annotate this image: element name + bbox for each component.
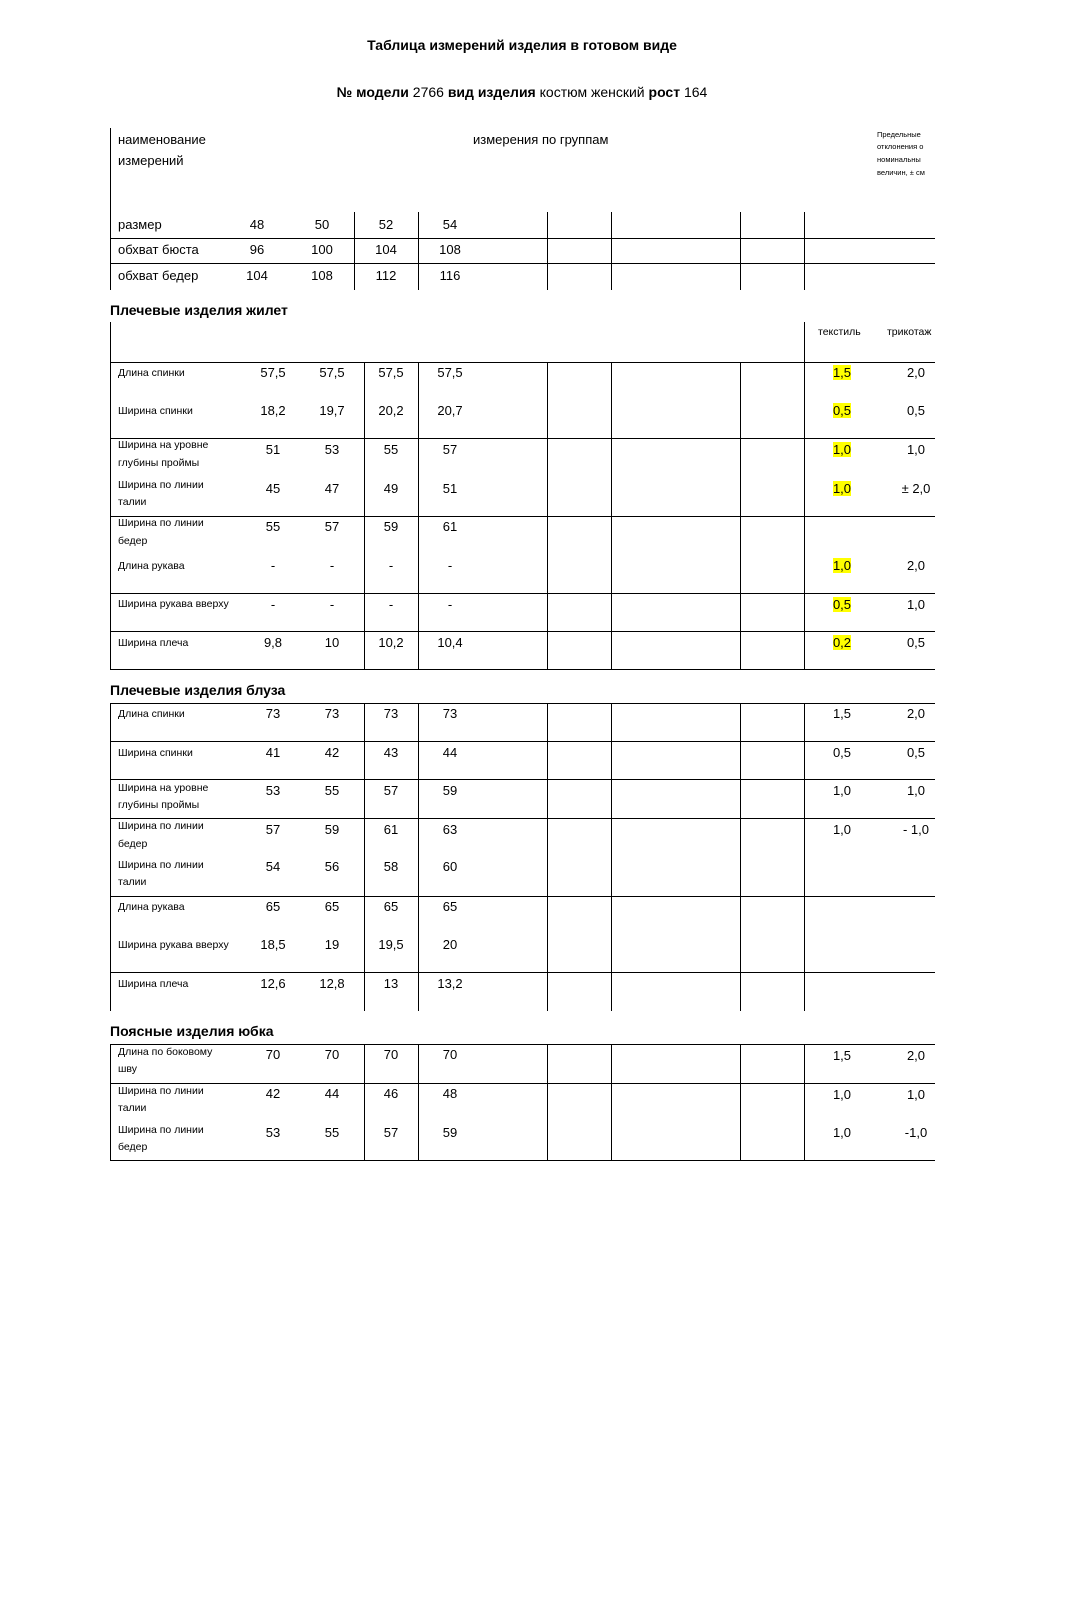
- size-table-rule: [110, 238, 935, 239]
- measurement-value: 42: [324, 745, 340, 760]
- measurement-label-line1: Ширина по линии: [118, 479, 204, 491]
- hips-value: 108: [311, 268, 333, 283]
- tolerance-textile: 1,5: [832, 706, 852, 721]
- model-label: № модели: [336, 84, 409, 100]
- measurement-label-line1: Ширина по линии: [118, 859, 204, 871]
- measurement-label: Ширина рукава вверху: [118, 598, 229, 610]
- measurement-value: -: [329, 597, 335, 612]
- measurement-value: 60: [442, 859, 458, 874]
- measurement-value: 73: [383, 706, 399, 721]
- measurement-value: 45: [265, 481, 281, 496]
- measurement-value: 57,5: [378, 365, 404, 380]
- measurement-value: 47: [324, 481, 340, 496]
- size-table-divider: [740, 212, 741, 290]
- measurement-value: 53: [265, 1125, 281, 1140]
- measurement-value: 18,2: [260, 403, 286, 418]
- size-table-divider: [611, 212, 612, 290]
- vest-table-left-border: [110, 322, 111, 670]
- measurement-label-line1: Ширина на уровне: [118, 782, 209, 794]
- hips-value: 104: [246, 268, 268, 283]
- vest-table-rule: [110, 669, 935, 670]
- measurement-value: -: [388, 597, 394, 612]
- tolerance-knit: 1,0: [906, 597, 926, 612]
- measurement-value: 57: [383, 1125, 399, 1140]
- measurement-value: 57,5: [437, 365, 463, 380]
- header-tolerance-line3: номинальны: [877, 155, 921, 164]
- type-value: костюм женский: [539, 84, 645, 100]
- size-table-divider: [418, 212, 419, 290]
- tolerance-knit: 2,0: [906, 706, 926, 721]
- vest-table-rule: [110, 593, 935, 594]
- skirt-table-rule: [110, 1044, 935, 1045]
- tolerance-textile: 1,0: [832, 783, 852, 798]
- measurement-value: -: [447, 558, 453, 573]
- tolerance-knit: 1,0: [906, 442, 926, 457]
- measurement-value: 65: [383, 899, 399, 914]
- measurement-value: 19: [324, 937, 340, 952]
- measurement-value: 18,5: [260, 937, 286, 952]
- measurement-label-line1: Ширина по линии: [118, 820, 204, 832]
- measurement-value: 57: [442, 442, 458, 457]
- measurement-value: 19,5: [378, 937, 404, 952]
- measurement-value: 57: [383, 783, 399, 798]
- measurement-value: 10,2: [378, 635, 404, 650]
- measurement-label-line2: глубины проймы: [118, 799, 200, 811]
- measurement-value: 10: [324, 635, 340, 650]
- skirt-table-rule: [110, 1160, 935, 1161]
- measurement-value: 10,4: [437, 635, 463, 650]
- tolerance-knit: 0,5: [906, 635, 926, 650]
- measurement-value: 70: [324, 1047, 340, 1062]
- measurement-value: 55: [324, 1125, 340, 1140]
- tolerance-textile-value: 1,0: [832, 558, 852, 573]
- blouse-table-rule: [110, 896, 935, 897]
- tolerance-knit: -1,0: [904, 1125, 928, 1140]
- vest-table-rule: [110, 516, 935, 517]
- measurement-value: 57: [265, 822, 281, 837]
- document-title: Таблица измерений изделия в готовом виде: [367, 37, 677, 53]
- measurement-value: -: [388, 558, 394, 573]
- blouse-table-rule: [110, 818, 935, 819]
- measurement-value: 59: [324, 822, 340, 837]
- measurement-value: 46: [383, 1086, 399, 1101]
- measurement-label-line1: Ширина на уровне: [118, 439, 209, 451]
- tolerance-knit: 2,0: [906, 1048, 926, 1063]
- tolerance-textile: [821, 366, 863, 379]
- size-value: 54: [442, 217, 458, 232]
- measurement-label: Ширина спинки: [118, 405, 193, 417]
- measurement-label-line2: шву: [118, 1063, 138, 1075]
- measurement-value: 44: [442, 745, 458, 760]
- model-line: [0, 85, 1044, 99]
- size-value: 52: [378, 217, 394, 232]
- measurement-value: 73: [324, 706, 340, 721]
- measurement-label-line2: глубины проймы: [118, 457, 200, 469]
- section-title-vest: Плечевые изделия жилет: [110, 302, 288, 318]
- header-tolerance-line4: величин, ± см: [877, 168, 925, 177]
- tolerance-header-textile: текстиль: [818, 326, 861, 338]
- size-table-rule: [110, 263, 935, 264]
- measurement-value: 43: [383, 745, 399, 760]
- measurement-value: 19,7: [319, 403, 345, 418]
- measurement-value: 55: [265, 519, 281, 534]
- tolerance-textile-value: 1,5: [832, 365, 852, 380]
- tolerance-textile-value: 0,2: [832, 635, 852, 650]
- blouse-table-divider: [740, 703, 741, 1011]
- bust-value: 100: [311, 242, 333, 257]
- blouse-table-divider: [804, 703, 805, 1011]
- tolerance-textile: [821, 598, 863, 611]
- measurement-value: 65: [442, 899, 458, 914]
- skirt-table-divider: [740, 1044, 741, 1161]
- tolerance-knit: 2,0: [906, 365, 926, 380]
- measurement-value: 73: [265, 706, 281, 721]
- tolerance-textile-value: 0,5: [832, 597, 852, 612]
- bust-value: 96: [249, 242, 265, 257]
- section-title-blouse: Плечевые изделия блуза: [110, 682, 286, 698]
- bust-value: 108: [439, 242, 461, 257]
- measurement-value: 41: [265, 745, 281, 760]
- size-value: 48: [249, 217, 265, 232]
- blouse-table-divider: [611, 703, 612, 1011]
- measurement-label-line2: бедер: [118, 838, 148, 850]
- tolerance-knit: 0,5: [906, 403, 926, 418]
- header-groups-label: измерения по группам: [473, 132, 609, 147]
- measurement-value: 51: [442, 481, 458, 496]
- tolerance-textile: [821, 443, 863, 456]
- tolerance-header-knit: трикотаж: [887, 326, 932, 338]
- tolerance-textile: [821, 559, 863, 572]
- measurement-value: 58: [383, 859, 399, 874]
- size-table-divider: [547, 212, 548, 290]
- size-row-label: обхват бедер: [118, 268, 199, 283]
- height-label: рост: [648, 84, 681, 100]
- header-name-col-line2: измерений: [118, 153, 184, 168]
- measurement-value: 9,8: [263, 635, 283, 650]
- measurement-value: 20: [442, 937, 458, 952]
- tolerance-textile: 0,5: [832, 745, 852, 760]
- measurement-label-line2: бедер: [118, 1141, 148, 1153]
- measurement-value: 42: [265, 1086, 281, 1101]
- measurement-value: 55: [324, 783, 340, 798]
- tolerance-knit: 1,0: [906, 1087, 926, 1102]
- skirt-table-divider: [547, 1044, 548, 1161]
- measurement-label-line1: Ширина по линии: [118, 1124, 204, 1136]
- measurement-value: 70: [442, 1047, 458, 1062]
- section-title-skirt: Поясные изделия юбка: [110, 1023, 274, 1039]
- measurement-value: -: [447, 597, 453, 612]
- measurement-value: 59: [383, 519, 399, 534]
- bust-value: 104: [375, 242, 397, 257]
- vest-table-rule: [110, 631, 935, 632]
- tolerance-textile: [821, 482, 863, 495]
- measurement-value: 57,5: [319, 365, 345, 380]
- skirt-table-left-border: [110, 1044, 111, 1161]
- size-table-left-border: [110, 128, 111, 290]
- measurement-label: Длина рукава: [118, 560, 185, 572]
- measurement-value: 70: [265, 1047, 281, 1062]
- measurement-value: 59: [442, 1125, 458, 1140]
- tolerance-knit: - 1,0: [902, 822, 929, 837]
- vest-table-rule: [110, 438, 935, 439]
- measurement-value: 61: [383, 822, 399, 837]
- skirt-table-divider: [418, 1044, 419, 1161]
- measurement-value: 12,6: [260, 976, 286, 991]
- measurement-value: 73: [442, 706, 458, 721]
- measurement-label: Ширина спинки: [118, 747, 193, 759]
- size-row-label: размер: [118, 217, 162, 232]
- measurement-value: 20,7: [437, 403, 463, 418]
- measurement-value: 65: [324, 899, 340, 914]
- tolerance-textile-value: 0,5: [832, 403, 852, 418]
- tolerance-knit: 0,5: [906, 745, 926, 760]
- measurement-value: 20,2: [378, 403, 404, 418]
- hips-value: 116: [439, 268, 461, 283]
- tolerance-knit: 1,0: [906, 783, 926, 798]
- blouse-table-divider: [547, 703, 548, 1011]
- blouse-table-left-border: [110, 703, 111, 1011]
- measurement-label-line1: Ширина по линии: [118, 1085, 204, 1097]
- measurement-label: Длина спинки: [118, 367, 185, 379]
- measurement-value: 48: [442, 1086, 458, 1101]
- height-value: 164: [683, 84, 708, 100]
- measurement-value: 44: [324, 1086, 340, 1101]
- measurement-value: 59: [442, 783, 458, 798]
- measurement-value: 55: [383, 442, 399, 457]
- model-number: 2766: [412, 84, 444, 100]
- hips-value: 112: [375, 268, 397, 283]
- vest-header-divider: [804, 322, 805, 362]
- measurement-value: 49: [383, 481, 399, 496]
- tolerance-textile: 1,0: [832, 822, 852, 837]
- measurement-value: 57: [324, 519, 340, 534]
- measurement-value: -: [270, 597, 276, 612]
- measurement-label-line2: бедер: [118, 535, 148, 547]
- measurement-label-line2: талии: [118, 1102, 147, 1114]
- tolerance-textile: [821, 636, 863, 649]
- measurement-value: 65: [265, 899, 281, 914]
- tolerance-knit: 2,0: [906, 558, 926, 573]
- header-tolerance-line1: Предельные: [877, 130, 921, 139]
- header-name-col-line1: наименование: [118, 132, 206, 147]
- blouse-table-divider: [418, 703, 419, 1011]
- blouse-table-rule: [110, 972, 935, 973]
- skirt-table-divider: [804, 1044, 805, 1161]
- measurement-value: 51: [265, 442, 281, 457]
- blouse-table-rule: [110, 703, 935, 704]
- measurement-value: 54: [265, 859, 281, 874]
- measurement-label-line2: талии: [118, 876, 147, 888]
- measurement-label: Длина рукава: [118, 901, 185, 913]
- tolerance-textile-value: 1,0: [832, 481, 852, 496]
- measurement-value: -: [270, 558, 276, 573]
- size-row-label: обхват бюста: [118, 242, 199, 257]
- tolerance-knit: ± 2,0: [901, 481, 931, 496]
- skirt-table-rule: [110, 1083, 935, 1084]
- header-tolerance-line2: отклонения о: [877, 142, 924, 151]
- tolerance-textile: 1,0: [832, 1087, 852, 1102]
- blouse-table-rule: [110, 779, 935, 780]
- size-value: 50: [314, 217, 330, 232]
- measurement-label-line1: Ширина по линии: [118, 517, 204, 529]
- measurement-value: 13: [383, 976, 399, 991]
- tolerance-textile-value: 1,0: [832, 442, 852, 457]
- tolerance-textile: 1,5: [832, 1048, 852, 1063]
- measurement-label: Ширина плеча: [118, 637, 189, 649]
- size-table-divider: [804, 212, 805, 290]
- skirt-table-divider: [364, 1044, 365, 1161]
- measurement-value: -: [329, 558, 335, 573]
- measurement-label-line2: талии: [118, 496, 147, 508]
- measurement-value: 61: [442, 519, 458, 534]
- size-table-divider: [354, 212, 355, 290]
- measurement-value: 70: [383, 1047, 399, 1062]
- tolerance-textile: [821, 404, 863, 417]
- measurement-value: 56: [324, 859, 340, 874]
- type-label: вид изделия: [447, 84, 536, 100]
- measurement-value: 63: [442, 822, 458, 837]
- measurement-value: 57,5: [260, 365, 286, 380]
- measurement-value: 13,2: [437, 976, 463, 991]
- blouse-table-rule: [110, 741, 935, 742]
- measurement-label: Длина спинки: [118, 708, 185, 720]
- measurement-value: 53: [265, 783, 281, 798]
- measurement-label: Ширина рукава вверху: [118, 939, 229, 951]
- skirt-table-divider: [611, 1044, 612, 1161]
- blouse-table-divider: [364, 703, 365, 1011]
- measurement-value: 12,8: [319, 976, 345, 991]
- measurement-label: Ширина плеча: [118, 978, 189, 990]
- tolerance-textile: 1,0: [832, 1125, 852, 1140]
- vest-table-rule: [110, 362, 935, 363]
- measurement-value: 53: [324, 442, 340, 457]
- measurement-label-line1: Длина по боковому: [118, 1046, 213, 1058]
